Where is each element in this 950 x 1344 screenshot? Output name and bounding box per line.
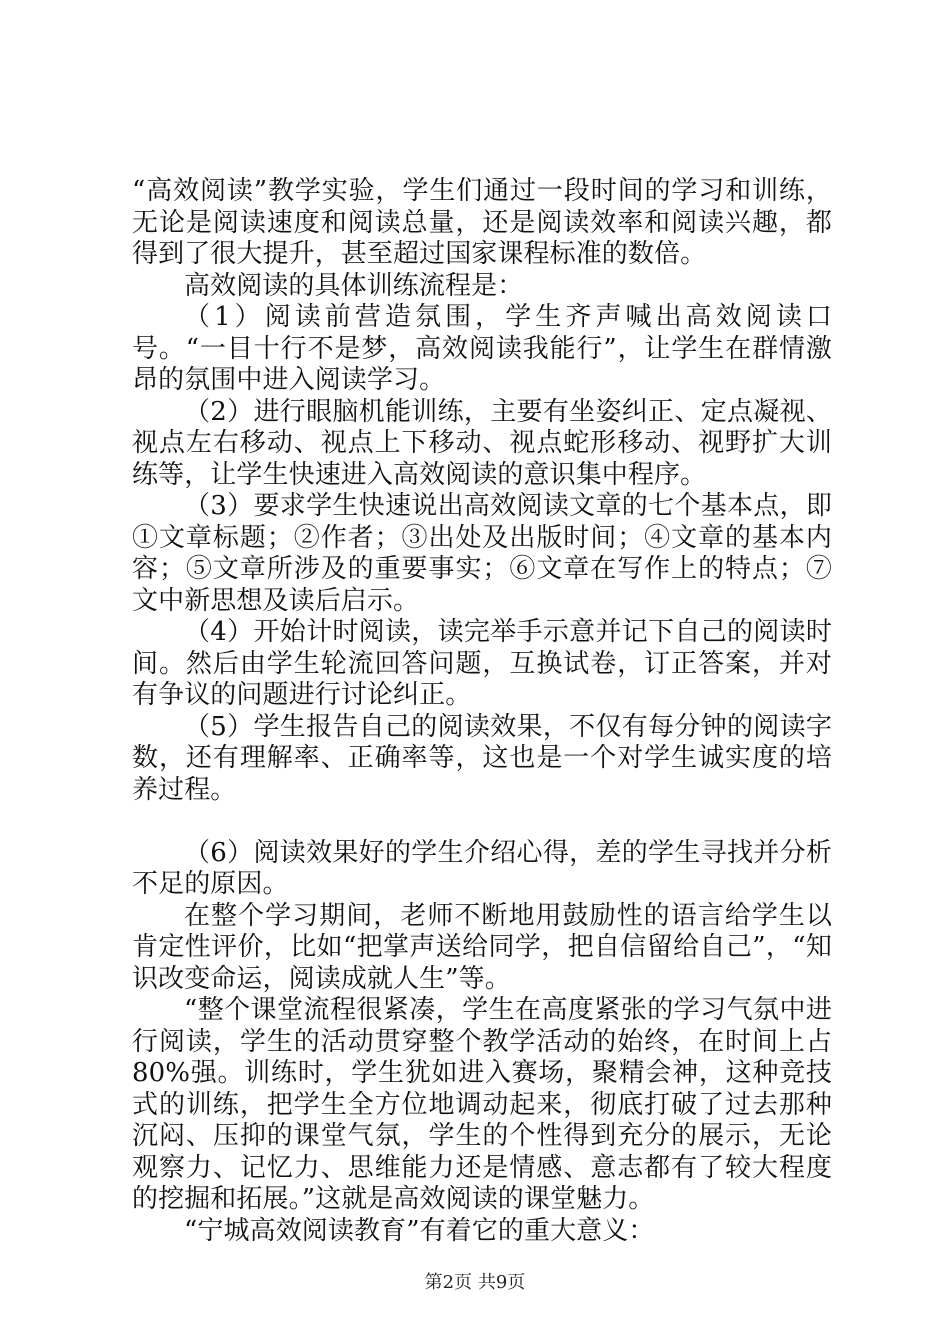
paragraph-significance-intro: “宁城高效阅读教育”有着它的重大意义： <box>184 1215 655 1246</box>
paragraph-process-intro: 高效阅读的具体训练流程是： <box>184 270 524 301</box>
paragraph-step-6: （6）阅读效果好的学生介绍心得，差的学生寻找并分析不足的原因。 <box>132 837 832 899</box>
paragraph-classroom-quote: “整个课堂流程很紧凑，学生在高度紧张的学习气氛中进行阅读，学生的活动贯穿整个教学活动的始终，在时间上占80%强。训练时，学生犹如进入赛场，聚精会神，这种竞技式的训练，把学生全方位地调动起来，彻底打破了过去那种沉闷、压抑的课堂气氛，学生的个性得到充分的展示，无论观察力、记忆力、思维能力还是情感、意志都有了较大程度的挖掘和拓展。”这就是高效阅读的课堂魅力。 <box>132 995 832 1214</box>
paragraph-step-2: （2）进行眼脑机能训练，主要有坐姿纠正、定点凝视、视点左右移动、视点上下移动、视点蛇形移动、视野扩大训练等，让学生快速进入高效阅读的意识集中程序。 <box>132 396 832 490</box>
page-number-footer: 第2页 共9页 <box>424 1272 526 1293</box>
paragraph-step-1: （1）阅读前营造氛围，学生齐声喊出高效阅读口号。“一目十行不是梦，高效阅读我能行”，让学生在群情激昂的氛围中进入阅读学习。 <box>132 302 832 395</box>
paragraph-step-4: （4）开始计时阅读，读完举手示意并记下自己的阅读时间。然后由学生轮流回答问题，互换试卷，订正答案，并对有争议的问题进行讨论纠正。 <box>132 617 832 710</box>
paragraph-step-3: （3）要求学生快速说出高效阅读文章的七个基本点，即①文章标题；②作者；③出处及出版时间；④文章的基本内容；⑤文章所涉及的重要事实；⑥文章在写作上的特点；⑦文中新思想及读后启示。 <box>132 491 832 616</box>
document-body <box>132 176 832 1247</box>
paragraph-step-5: （5）学生报告自己的阅读效果，不仅有每分钟的阅读字数，还有理解率、正确率等，这也是一个对学生诚实度的培养过程。 <box>132 711 832 805</box>
paragraph-experiment-summary: “高效阅读”教学实验，学生们通过一段时间的学习和训练，无论是阅读速度和阅读总量，还是阅读效率和阅读兴趣，都得到了很大提升，甚至超过国家课程标准的数倍。 <box>132 176 832 269</box>
paragraph-encouragement: 在整个学习期间，老师不断地用鼓励性的语言给学生以肯定性评价，比如“把掌声送给同学，把自信留给自己”，“知识改变命运，阅读成就人生”等。 <box>132 900 832 994</box>
